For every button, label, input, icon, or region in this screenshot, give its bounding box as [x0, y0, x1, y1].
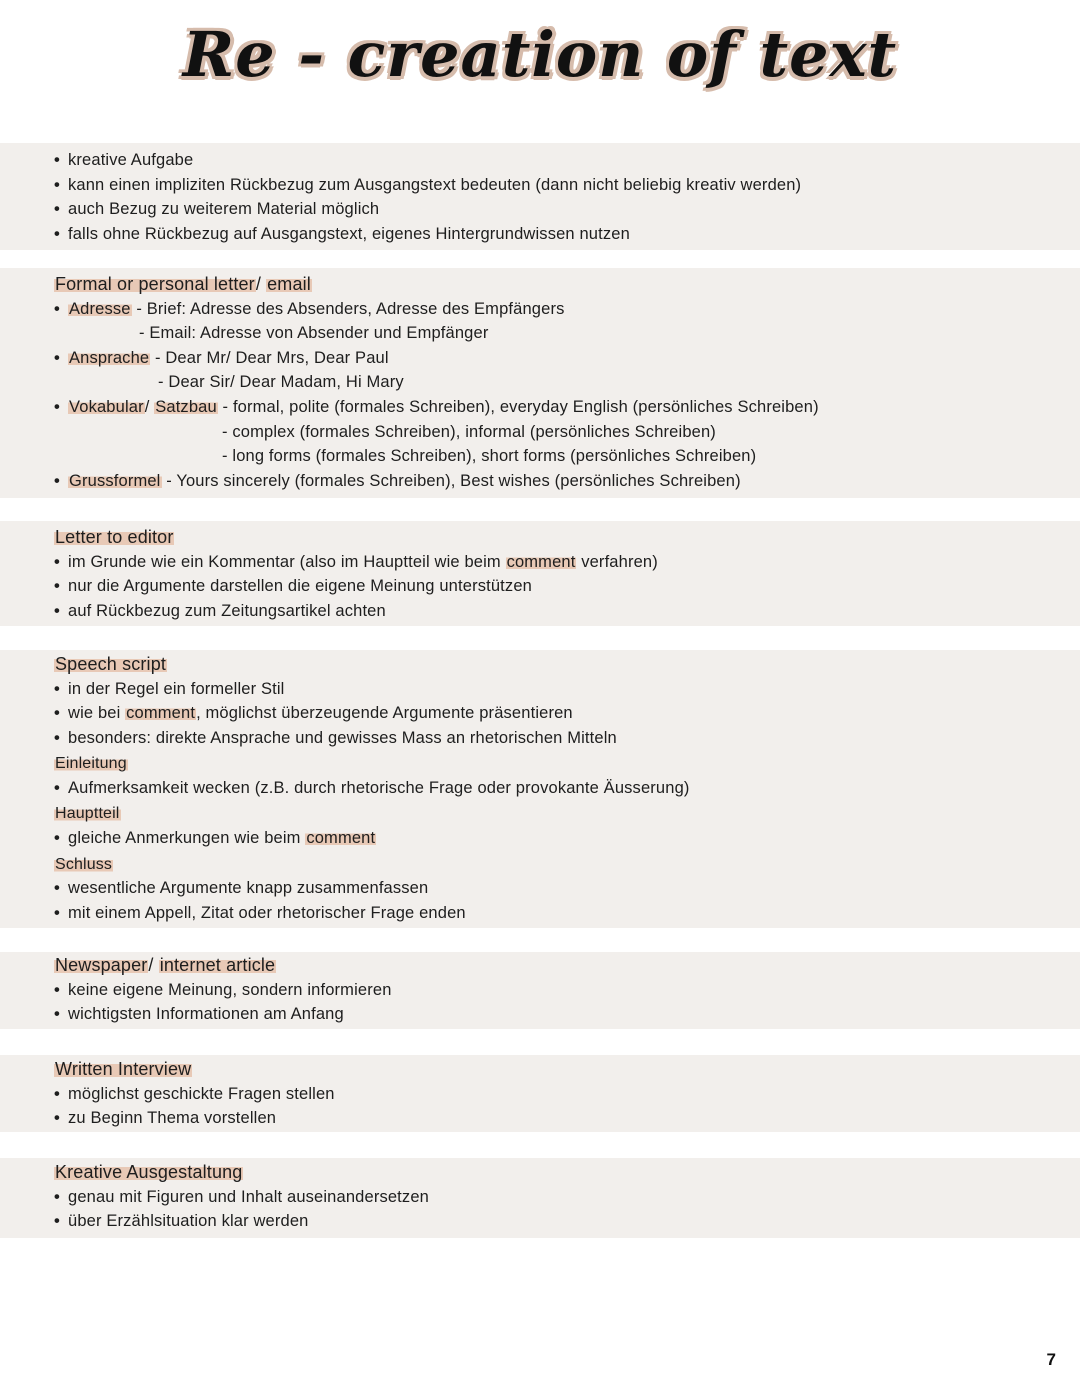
list-item [54, 395, 1080, 420]
speech-section [0, 650, 1080, 928]
interview-section [0, 1055, 1080, 1132]
subheading-text: Einleitung [55, 755, 127, 773]
term-label: Ansprache [69, 348, 150, 367]
list-item: • mit einem Appell, Zitat oder rhetorischer Frage enden [54, 901, 1080, 926]
list-subitem: - Dear Sir/ Dear Madam, Hi Mary [158, 373, 404, 392]
list-item [54, 701, 1080, 726]
term-text: - Yours sincerely (formales Schreiben), Best wishes (persönliches Schreiben) [161, 471, 741, 490]
list-item: • nur die Argumente darstellen die eigene Meinung unterstützen [54, 574, 1080, 599]
list-item: • auf Rückbezug zum Zeitungsartikel achten [54, 599, 1080, 624]
section-heading [54, 272, 1080, 297]
list-item: • Aufmerksamkeit wecken (z.B. durch rhetorische Frage oder provokante Äusserung) [54, 776, 1080, 801]
page-number: 7 [1046, 1350, 1056, 1369]
heading-text: Speech script [55, 654, 167, 674]
subheading-text: Schluss [55, 855, 113, 873]
newspaper-section [0, 952, 1080, 1029]
term-separator: / [144, 397, 155, 416]
heading-text: Letter to editor [55, 527, 174, 547]
list-item: • zu Beginn Thema vorstellen [54, 1106, 1080, 1131]
heading-separator: / [148, 955, 159, 975]
list-subitem: - complex (formales Schreiben), informal (persönliches Schreiben) [222, 422, 716, 441]
list-item: • wesentliche Argumente knapp zusammenfassen [54, 876, 1080, 901]
subheading-text: Hauptteil [55, 805, 120, 823]
term-text: - formal, polite (formales Schreiben), everyday English (persönliches Schreiben) [217, 397, 819, 416]
section-heading [54, 1160, 1080, 1185]
list-item [54, 346, 1080, 371]
section-heading [54, 525, 1080, 550]
highlight-term: comment [506, 552, 576, 571]
letter-section [0, 268, 1080, 498]
list-item: • wichtigsten Informationen am Anfang [54, 1002, 1080, 1027]
list-item: • kreative Aufgabe [54, 148, 1080, 173]
kreativ-section [0, 1158, 1080, 1238]
list-item [54, 550, 1080, 575]
item-text: wie bei [68, 704, 126, 723]
list-item: • auch Bezug zu weiterem Material möglich [54, 197, 1080, 222]
heading-text: Written Interview [55, 1059, 192, 1079]
highlight-term: comment [126, 704, 196, 723]
list-item: • keine eigene Meinung, sondern informieren [54, 978, 1080, 1003]
item-text: im Grunde wie ein Kommentar (also im Hauptteil wie beim [68, 552, 506, 571]
list-item: • falls ohne Rückbezug auf Ausgangstext, eigenes Hintergrundwissen nutzen [54, 222, 1080, 247]
item-text: , möglichst überzeugende Argumente präsentieren [196, 704, 573, 723]
heading-text: Kreative Ausgestaltung [55, 1162, 243, 1182]
heading-separator: / [255, 274, 267, 294]
term-label: Satzbau [155, 397, 217, 416]
list-item [54, 297, 1080, 322]
list-item: • über Erzählsituation klar werden [54, 1209, 1080, 1234]
term-label: Grussformel [69, 471, 161, 490]
term-label: Vokabular [69, 397, 144, 416]
list-item: • besonders: direkte Ansprache und gewisses Mass an rhetorischen Mitteln [54, 726, 1080, 751]
section-heading [54, 953, 1080, 978]
subheading [54, 851, 1080, 877]
highlight-term: comment [306, 828, 376, 847]
page-title: Re - creation of text [182, 18, 898, 91]
item-text: verfahren) [576, 552, 658, 571]
list-item [54, 469, 1080, 494]
subheading [54, 800, 1080, 826]
list-item: • in der Regel ein formeller Stil [54, 677, 1080, 702]
heading-part: Formal or personal letter [55, 274, 255, 294]
heading-part: Newspaper [55, 955, 148, 975]
term-text: - Dear Mr/ Dear Mrs, Dear Paul [150, 348, 389, 367]
heading-part: email [267, 274, 311, 294]
intro-section [0, 143, 1080, 250]
list-item [54, 826, 1080, 851]
term-label: Adresse [69, 299, 131, 318]
list-item: • genau mit Figuren und Inhalt auseinandersetzen [54, 1185, 1080, 1210]
item-text: gleiche Anmerkungen wie beim [68, 828, 306, 847]
list-subitem: - long forms (formales Schreiben), short forms (persönliches Schreiben) [222, 447, 757, 466]
list-item: • kann einen impliziten Rückbezug zum Ausgangstext bedeuten (dann nicht beliebig kreativ werden) [54, 173, 1080, 198]
editor-section [0, 521, 1080, 626]
section-heading [54, 652, 1080, 677]
section-heading [54, 1057, 1080, 1082]
term-text: - Brief: Adresse des Absenders, Adresse des Empfängers [131, 299, 565, 318]
subheading [54, 750, 1080, 776]
list-item: • möglichst geschickte Fragen stellen [54, 1082, 1080, 1107]
list-subitem: - Email: Adresse von Absender und Empfänger [139, 324, 489, 343]
heading-part: internet article [159, 955, 276, 975]
